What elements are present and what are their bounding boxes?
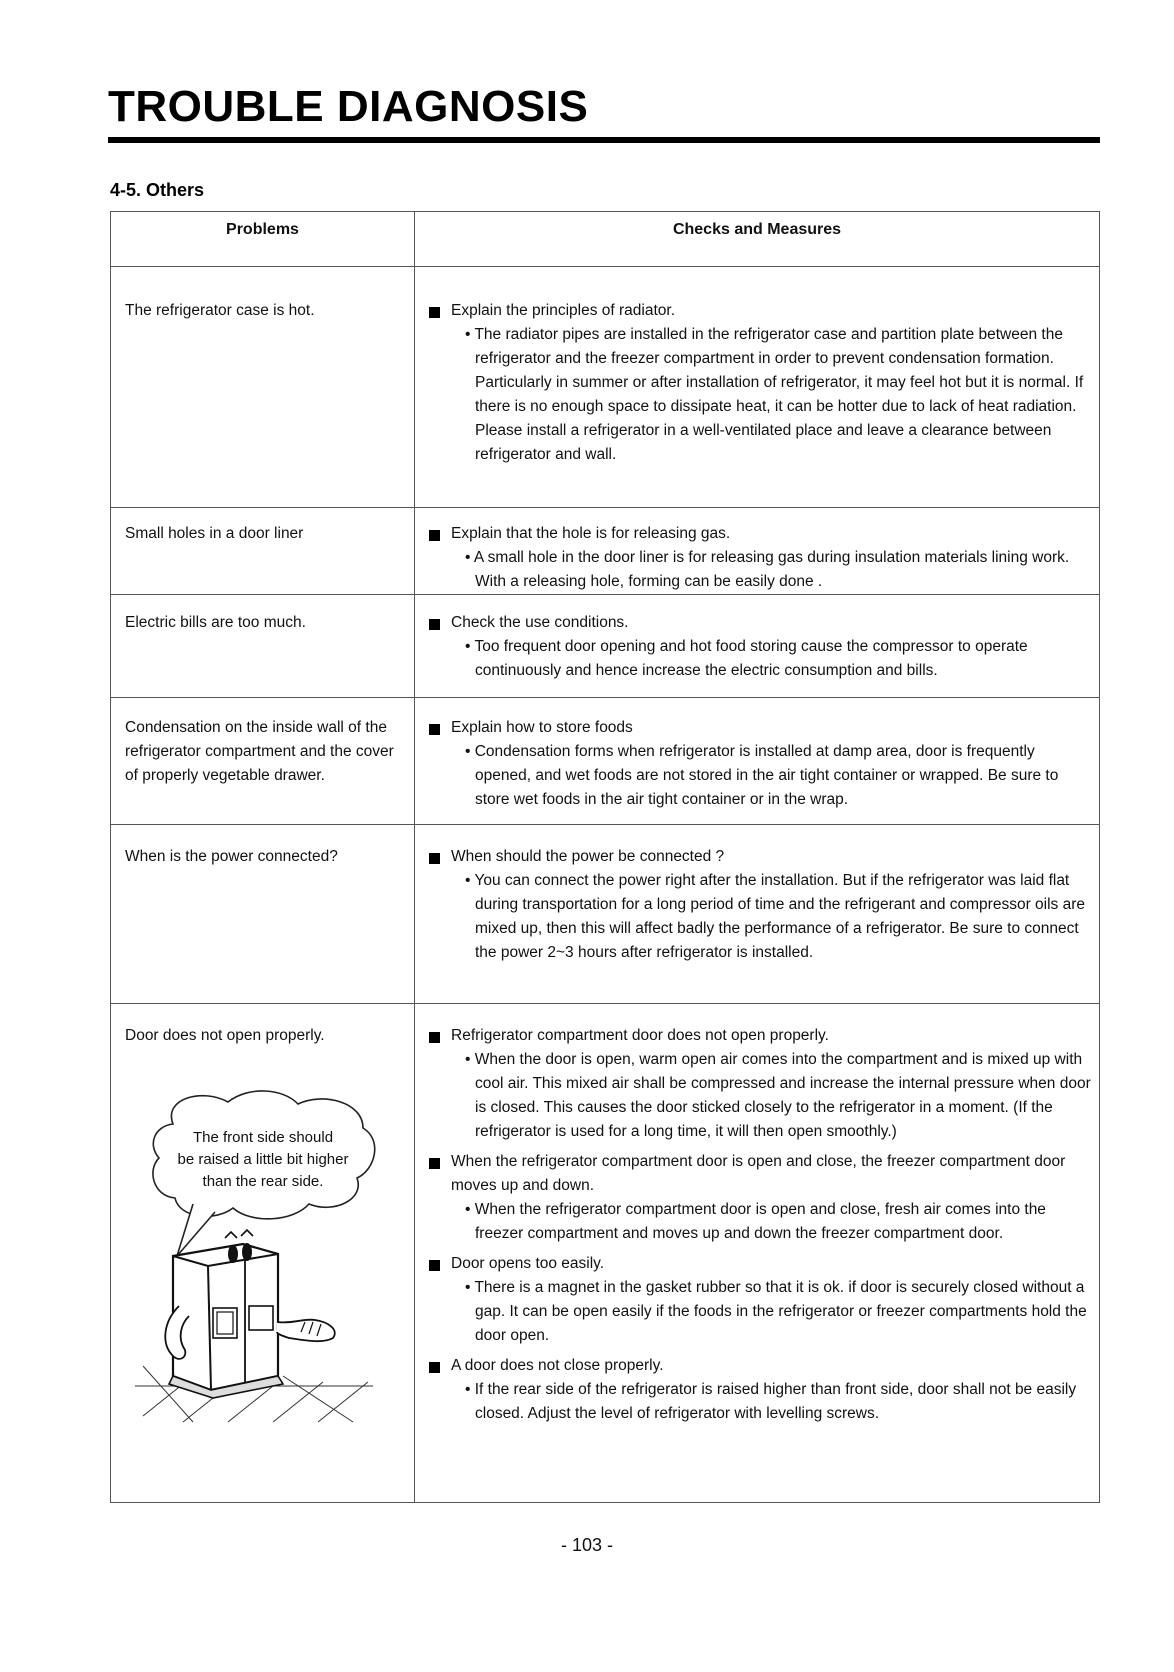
title-underline <box>108 137 1100 143</box>
check-detail: • You can connect the power right after the installation. But if the refrigerator was laid flat during transportation for a long period of time and the refrigerant and compressor oils are mixed up, then this will affect badly the performance of a refrigerator. Be sure to connect the power 2~3 hours after refrigerator is installed. <box>465 872 1086 961</box>
problem-cell: When is the power connected? <box>111 825 415 1004</box>
bullet-square-icon <box>429 853 440 864</box>
table-row <box>111 698 1100 825</box>
section-heading: 4-5. Others <box>110 180 205 200</box>
problem-cell: Small holes in a door liner <box>111 508 415 595</box>
check-heading: Explain how to store foods <box>427 716 1095 740</box>
table-row <box>111 825 1100 1004</box>
bullet-square-icon <box>429 307 440 318</box>
bullet-square-icon <box>429 1032 440 1043</box>
check-detail: • There is a magnet in the gasket rubber so that it is ok. if door is securely closed without a gap. It can be open easily if the foods in the refrigerator or freezer compartments hold the door open. <box>465 1279 1087 1344</box>
bubble-line-1: The front side should <box>192 1129 334 1146</box>
check-detail: • When the door is open, warm open air comes into the compartment and is mixed up with cool air. This mixed air shall be compressed and increase the internal pressure when door is closed. This causes the door sticked closely to the refrigerator in a moment. (If the refrigerator is used for a long time, it will then open smoothly.) <box>465 1051 1091 1140</box>
refrigerator-illustration <box>133 1086 404 1434</box>
page-title: TROUBLE DIAGNOSIS <box>108 82 589 131</box>
table-header-row <box>111 212 1100 267</box>
refrigerator-cartoon-icon <box>133 1086 383 1426</box>
check-detail: • When the refrigerator compartment door is open and close, fresh air comes into the freezer compartment and moves up and down the freezer compartment door. <box>465 1201 1046 1242</box>
bullet-square-icon <box>429 1260 440 1271</box>
problem-cell <box>111 1004 415 1503</box>
problem-cell: The refrigerator case is hot. <box>111 267 415 508</box>
check-detail: • Condensation forms when refrigerator is installed at damp area, door is frequently opened, and wet foods are not stored in the air tight container or wrapped. Be sure to store wet foods in the air tight container or in the wrap. <box>465 743 1059 808</box>
check-detail: • A small hole in the door liner is for releasing gas during insulation materials lining work. With a releasing hole, forming can be easily done . <box>465 549 1070 590</box>
check-heading: Door opens too easily. <box>427 1252 1095 1276</box>
bullet-square-icon <box>429 1158 440 1169</box>
check-detail: • If the rear side of the refrigerator is raised higher than front side, door shall not be easily closed. Adjust the level of refrigerator with levelling screws. <box>465 1381 1077 1422</box>
check-detail: • Too frequent door opening and hot food storing cause the compressor to operate continuously and hence increase the electric consumption and bills. <box>465 638 1028 679</box>
check-heading: Explain that the hole is for releasing gas. <box>427 522 1095 546</box>
problem-cell: Electric bills are too much. <box>111 595 415 698</box>
problem-text: Door does not open properly. <box>125 1027 325 1044</box>
checks-cell <box>415 595 1100 698</box>
table-row <box>111 1004 1100 1503</box>
header-checks: Checks and Measures <box>415 212 1100 267</box>
check-heading: Explain the principles of radiator. <box>427 299 1095 323</box>
bullet-square-icon <box>429 530 440 541</box>
check-heading: When should the power be connected ? <box>427 845 1095 869</box>
checks-cell <box>415 698 1100 825</box>
table-row <box>111 508 1100 595</box>
bullet-square-icon <box>429 724 440 735</box>
header-problems: Problems <box>111 212 415 267</box>
bubble-line-3: than the rear side. <box>202 1173 324 1190</box>
bullet-square-icon <box>429 1362 440 1373</box>
trouble-table <box>110 211 1100 1503</box>
check-heading: Refrigerator compartment door does not open properly. <box>427 1024 1095 1048</box>
checks-cell <box>415 1004 1100 1503</box>
check-heading: A door does not close properly. <box>427 1354 1095 1378</box>
bullet-square-icon <box>429 619 440 630</box>
checks-cell <box>415 825 1100 1004</box>
checks-cell <box>415 508 1100 595</box>
check-detail: • The radiator pipes are installed in the refrigerator case and partition plate between the refrigerator and the freezer compartment in order to prevent condensation formation. Particularly in summer or after installation of refrigerator, it may feel hot but it is normal. If there is no enough space to dissipate heat, it can be hotter due to lack of heat radiation. Please install a refrigerator in a well-ventilated place and leave a clearance between refrigerator and wall. <box>465 326 1084 463</box>
page-number: - 103 - <box>560 1535 614 1555</box>
bubble-line-2: be raised a little bit higher <box>177 1151 349 1168</box>
table-row <box>111 595 1100 698</box>
table-row <box>111 267 1100 508</box>
check-heading: Check the use conditions. <box>427 611 1095 635</box>
check-heading: When the refrigerator compartment door is open and close, the freezer compartment door moves up and down. <box>427 1150 1095 1198</box>
checks-cell <box>415 267 1100 508</box>
problem-cell: Condensation on the inside wall of the refrigerator compartment and the cover of properly vegetable drawer. <box>111 698 415 825</box>
